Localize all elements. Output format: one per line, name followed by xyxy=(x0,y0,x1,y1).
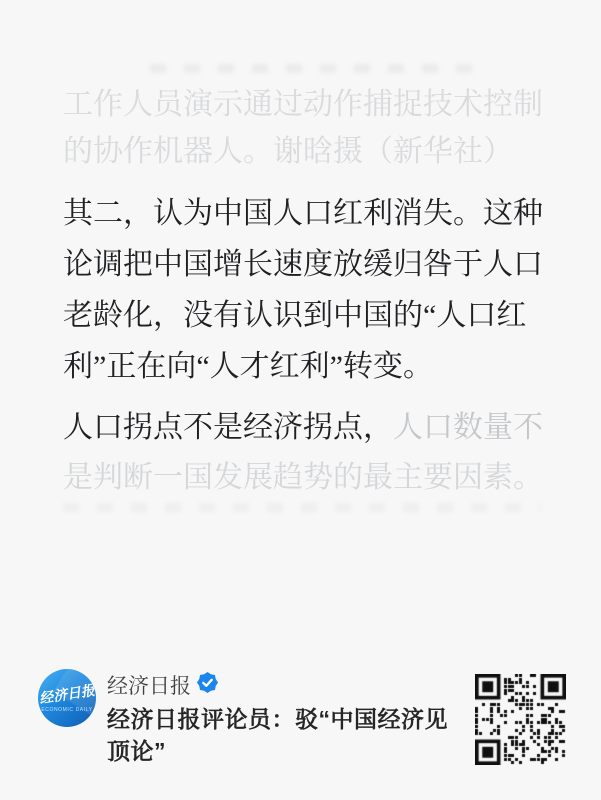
article-paragraph-1 xyxy=(63,188,543,392)
photo-caption-line-2: 的协作机器人。谢晗摄（新华社） xyxy=(63,135,513,168)
article-paragraph-2-line-1 xyxy=(63,402,543,453)
photo-caption-line-1: 工作人员演示通过动作捕捉技术控制 xyxy=(63,88,543,121)
faded-text-remnant-top xyxy=(150,64,480,73)
qr-code xyxy=(475,674,566,765)
economic-daily-logo xyxy=(38,669,96,727)
paragraph-1-line-1: 其二，认为中国人口红利消失。这种 xyxy=(63,197,543,230)
account-name: 经济日报 xyxy=(107,675,191,698)
logo-english-text: ECONOMIC DAILY xyxy=(41,706,93,713)
paragraph-2-fading-text: 人口数量不 xyxy=(393,411,543,444)
post-title: 经济日报评论员：驳“中国经济见顶论” xyxy=(107,706,448,764)
paragraph-1-line-4: 利”正在向“人才红利”转变。 xyxy=(63,350,433,383)
logo-chinese-text: 经济日报 xyxy=(38,683,96,707)
photo-caption xyxy=(63,81,543,175)
verified-badge-icon xyxy=(196,671,219,694)
paragraph-1-line-3: 老龄化，没有认识到中国的“人口红 xyxy=(63,299,527,332)
paragraph-1-line-2: 论调把中国增长速度放缓归咎于人口 xyxy=(63,248,543,281)
faded-text-remnant-bottom xyxy=(63,503,541,512)
article-paragraph-2-line-2: 是判断一国发展趋势的最主要因素。 xyxy=(63,461,543,494)
paragraph-2-visible-text: 人口拐点不是经济拐点， xyxy=(63,411,393,444)
